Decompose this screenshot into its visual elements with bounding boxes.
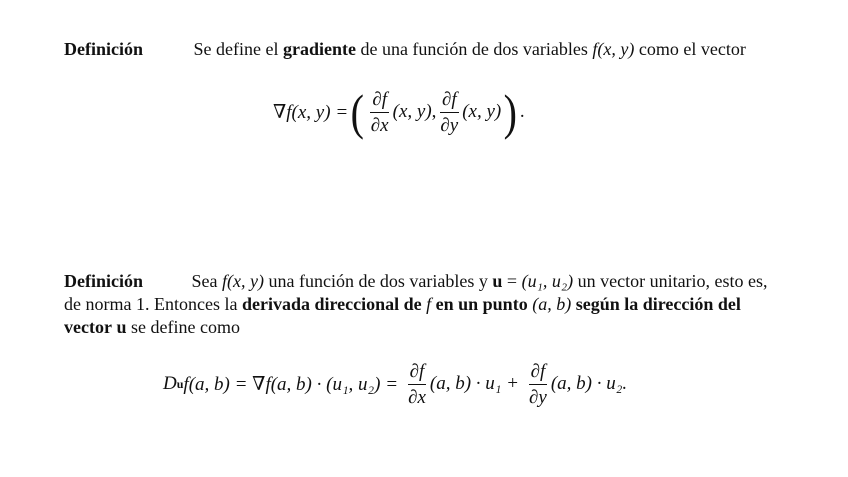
definition-label: Definición <box>64 271 143 291</box>
fraction-denominator: ∂y <box>440 114 459 136</box>
definition-gradient <box>64 38 779 61</box>
fraction-denominator: ∂y <box>528 386 547 408</box>
subscript-u: u <box>176 376 184 391</box>
partial-fraction-y <box>527 362 549 407</box>
point-ab: (a, b) <box>532 294 572 314</box>
right-paren: ) <box>503 84 518 140</box>
period: . <box>519 101 525 122</box>
fraction-numerator: ∂f <box>408 362 427 385</box>
fraction-denominator: ∂x <box>370 114 389 136</box>
fraction-numerator: ∂f <box>529 362 548 385</box>
fraction-numerator: ∂f <box>370 90 389 113</box>
comma: , <box>431 101 437 122</box>
partial-fraction-x <box>369 90 391 135</box>
term-point: en un punto <box>435 294 528 314</box>
gradient-lhs: ∇f(x, y) = <box>273 101 349 123</box>
lhs-rest: f(a, b) = ∇f(a, b) · (u₁, u₂) = <box>183 373 399 395</box>
gradient-formula <box>273 80 525 144</box>
function-fxy: f(x, y) <box>592 39 635 59</box>
definition-label: Definición <box>64 39 143 59</box>
fraction-denominator: ∂x <box>408 386 426 408</box>
partial-fraction-x <box>406 362 428 407</box>
def2-text-4: un vector unitario, esto es, de norma 1. Entonces la <box>64 271 768 314</box>
function-f: f <box>426 294 432 314</box>
def1-text-pre: Se define el <box>193 39 279 59</box>
definition-directional-derivative <box>64 270 779 339</box>
function-fxy: f(x, y) <box>222 271 264 291</box>
def2-text-1: Sea <box>191 271 218 291</box>
def1-text-post: de una función de dos variables <box>360 39 588 59</box>
def1-text-post2: como el vector <box>638 39 746 59</box>
fraction-numerator: ∂f <box>440 90 459 113</box>
partial-fraction-y <box>438 90 460 135</box>
vector-u-2: u <box>116 317 127 337</box>
def2-text-2: una función de dos variables y <box>268 271 488 291</box>
term-direction: según la dirección del vector <box>64 294 741 337</box>
left-paren: ( <box>350 84 365 140</box>
def2-text-3: = <box>506 271 518 291</box>
vector-components: (u₁, u₂) <box>521 271 574 291</box>
argument-xy-2: (x, y) <box>462 101 502 122</box>
term-directional-derivative: derivada direccional de <box>241 294 422 314</box>
argument-xy: (x, y) <box>392 101 432 122</box>
directional-derivative-formula <box>163 352 627 416</box>
lhs-D: D <box>163 373 177 394</box>
term-2-rest: (a, b) · u₂. <box>550 373 628 394</box>
vector-u: u <box>492 271 503 291</box>
term-gradient: gradiente <box>282 39 356 59</box>
term-1-rest: (a, b) · u₁ + <box>429 373 519 394</box>
def2-text-5: se define como <box>130 317 240 337</box>
